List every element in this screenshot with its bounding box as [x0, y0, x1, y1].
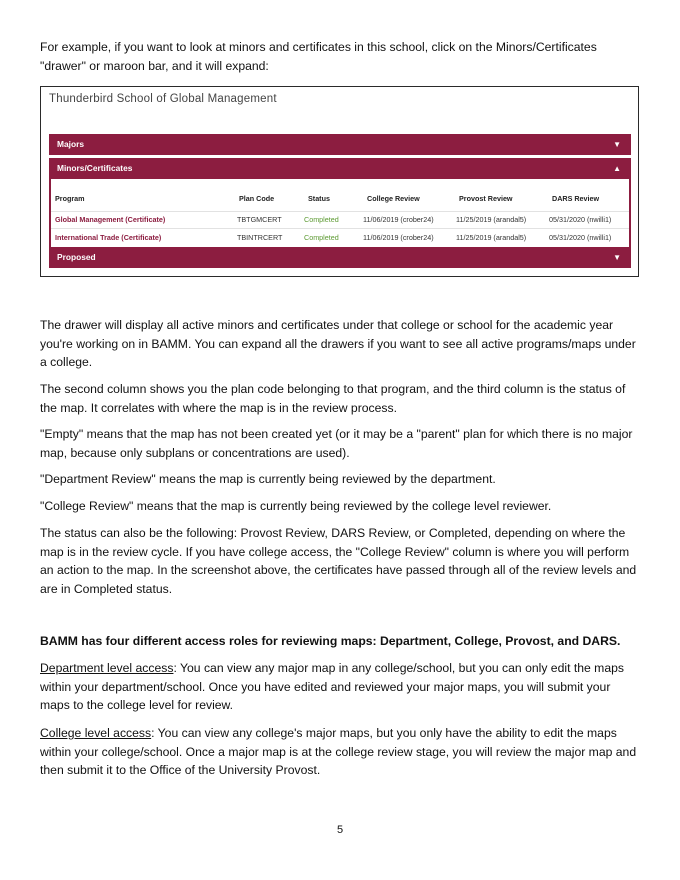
college-review-value: 11/06/2019 (crober24) — [363, 233, 434, 242]
department-access-label: Department level access — [40, 661, 174, 675]
proposed-drawer-label: Proposed — [57, 252, 96, 262]
column-header-provost-review: Provost Review — [459, 194, 513, 203]
plan-code: TBINTRCERT — [237, 233, 283, 242]
intro-paragraph: For example, if you want to look at minors and certificates in this school, click on the Minors/Certificates "drawer" or maroon bar, and it will expand: — [40, 40, 597, 73]
department-review-explanation: "Department Review" means the map is currently being reviewed by the department. — [40, 472, 496, 486]
department-access-text: : You can view any major map in any college/school, but you can only edit the maps within your department/school. Once you have edited and reviewed your major maps, you will submit your maps to the college level for review. — [40, 661, 624, 713]
provost-review-value: 11/25/2019 (arandal5) — [456, 215, 527, 224]
table-divider — [51, 228, 629, 229]
table-divider — [51, 211, 629, 212]
college-access-text: : You can view any college's major maps, but you only have the ability to edit the maps within your college/school. Once a major map is at the college review stage, you will review the major map and then submit it to the Office of the University Provost. — [40, 726, 637, 778]
college-access-paragraph — [40, 724, 640, 780]
drawer-explanation: The drawer will display all active minors and certificates under that college or school for the academic year you're working on in BAMM. You can expand all the drawers if you want to see all active programs/maps under a college. — [40, 318, 636, 370]
caret-up-icon[interactable]: ▲ — [613, 164, 621, 173]
caret-down-icon[interactable]: ▼ — [613, 140, 621, 149]
college-review-value: 11/06/2019 (crober24) — [363, 215, 434, 224]
bamm-screenshot — [40, 86, 639, 277]
column-header-program: Program — [55, 194, 85, 203]
status-badge: Completed — [304, 215, 339, 224]
dars-review-value: 05/31/2020 (nwilli1) — [549, 233, 612, 242]
majors-drawer-label: Majors — [57, 139, 84, 149]
majors-drawer[interactable] — [49, 134, 631, 155]
column-header-plan-code: Plan Code — [239, 194, 275, 203]
proposed-drawer[interactable] — [49, 247, 631, 268]
department-access-paragraph — [40, 659, 640, 715]
status-badge: Completed — [304, 233, 339, 242]
column-header-status: Status — [308, 194, 330, 203]
minors-drawer-label: Minors/Certificates — [57, 163, 133, 173]
column-header-dars-review: DARS Review — [552, 194, 600, 203]
caret-down-icon[interactable]: ▼ — [613, 253, 621, 262]
dars-review-value: 05/31/2020 (nwilli1) — [549, 215, 612, 224]
column-header-college-review: College Review — [367, 194, 420, 203]
college-review-explanation: "College Review" means that the map is currently being reviewed by the college level reviewer. — [40, 499, 552, 513]
access-roles-heading: BAMM has four different access roles for reviewing maps: Department, College, Provost, and DARS. — [40, 634, 621, 648]
college-access-label: College level access — [40, 726, 152, 740]
status-cycle-explanation: The status can also be the following: Provost Review, DARS Review, or Completed, depending on where the map is in the review cycle. If you have college access, the "College Review" column is where you will perform an action to the map. In the screenshot above, the certificates have passed through all of the review levels and are in Completed status. — [40, 526, 637, 596]
school-title: Thunderbird School of Global Management — [49, 93, 277, 105]
page-number: 5 — [336, 824, 344, 836]
program-link[interactable]: International Trade (Certificate) — [55, 233, 162, 242]
empty-status-explanation: "Empty" means that the map has not been created yet (or it may be a "parent" plan for which there is no major map, because only subplans or concentrations are used). — [40, 427, 633, 460]
plan-code: TBTGMCERT — [237, 215, 282, 224]
plan-code-explanation: The second column shows you the plan code belonging to that program, and the third column is the status of the map. It correlates with where the map is in the review process. — [40, 382, 626, 415]
provost-review-value: 11/25/2019 (arandal5) — [456, 233, 527, 242]
program-link[interactable]: Global Management (Certificate) — [55, 215, 166, 224]
